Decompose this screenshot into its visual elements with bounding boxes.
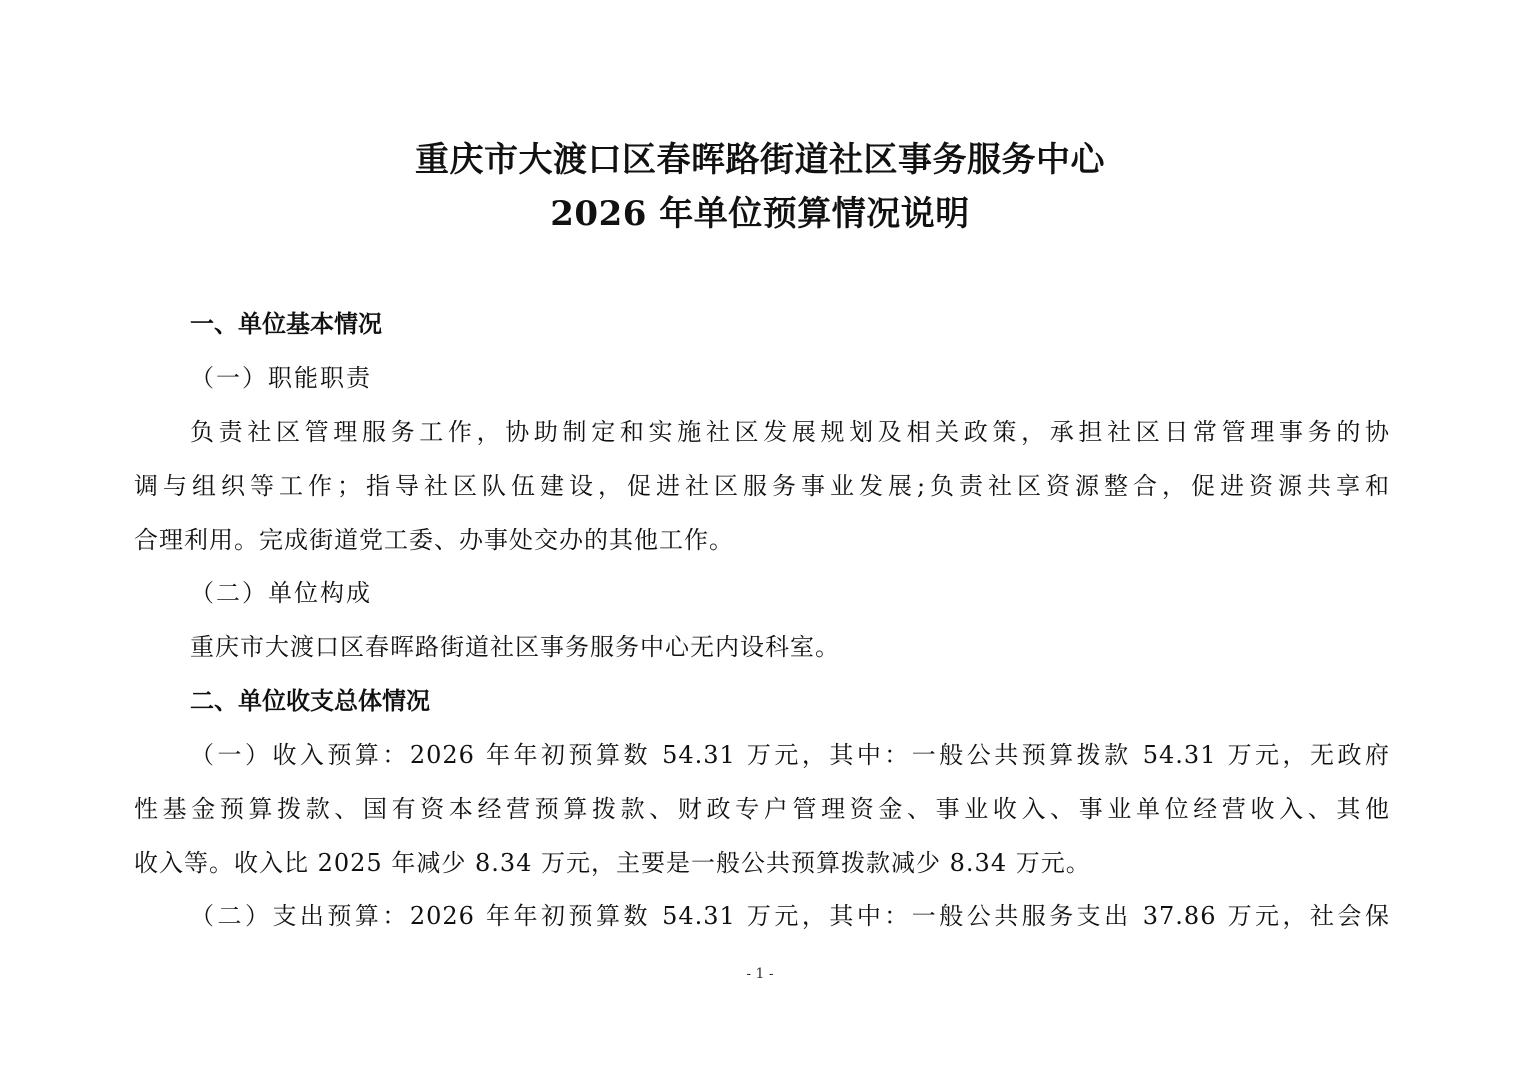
income-line-3: 收入等。收入比 2025 年减少 8.34 万元，主要是一般公共预算拨款减少 8.34 万元。 [134,849,1091,877]
document-title-line1: 重庆市大渡口区春晖路街道社区事务服务中心 [415,140,1105,180]
income-line-2: 性基金预算拨款、国有资本经营预算拨款、财政专户管理资金、事业收入、事业单位经营收入、其他 [134,795,1390,823]
duties-line-1: 负责社区管理服务工作，协助制定和实施社区发展规划及相关政策，承担社区日常管理事务的协 [190,418,1390,446]
document-title-line2: 2026 年单位预算情况说明 [550,194,970,234]
section1-sub1-heading: （一）职能职责 [190,364,372,392]
section1-sub2-heading: （二）单位构成 [190,579,372,607]
duties-line-2: 调与组织等工作；指导社区队伍建设，促进社区服务事业发展;负责社区资源整合，促进资源共享和 [134,472,1390,500]
income-line-1: （一）收入预算：2026 年年初预算数 54.31 万元，其中：一般公共预算拨款 54.31 万元，无政府 [190,741,1390,769]
section2-heading: 二、单位收支总体情况 [190,687,430,715]
composition-text: 重庆市大渡口区春晖路街道社区事务服务中心无内设科室。 [190,633,840,661]
expense-line-1: （二）支出预算：2026 年年初预算数 54.31 万元，其中：一般公共服务支出 37.86 万元，社会保 [190,902,1390,930]
duties-line-3: 合理利用。完成街道党工委、办事处交办的其他工作。 [134,526,734,554]
page-number: - 1 - [746,966,774,982]
section1-heading: 一、单位基本情况 [190,310,382,338]
